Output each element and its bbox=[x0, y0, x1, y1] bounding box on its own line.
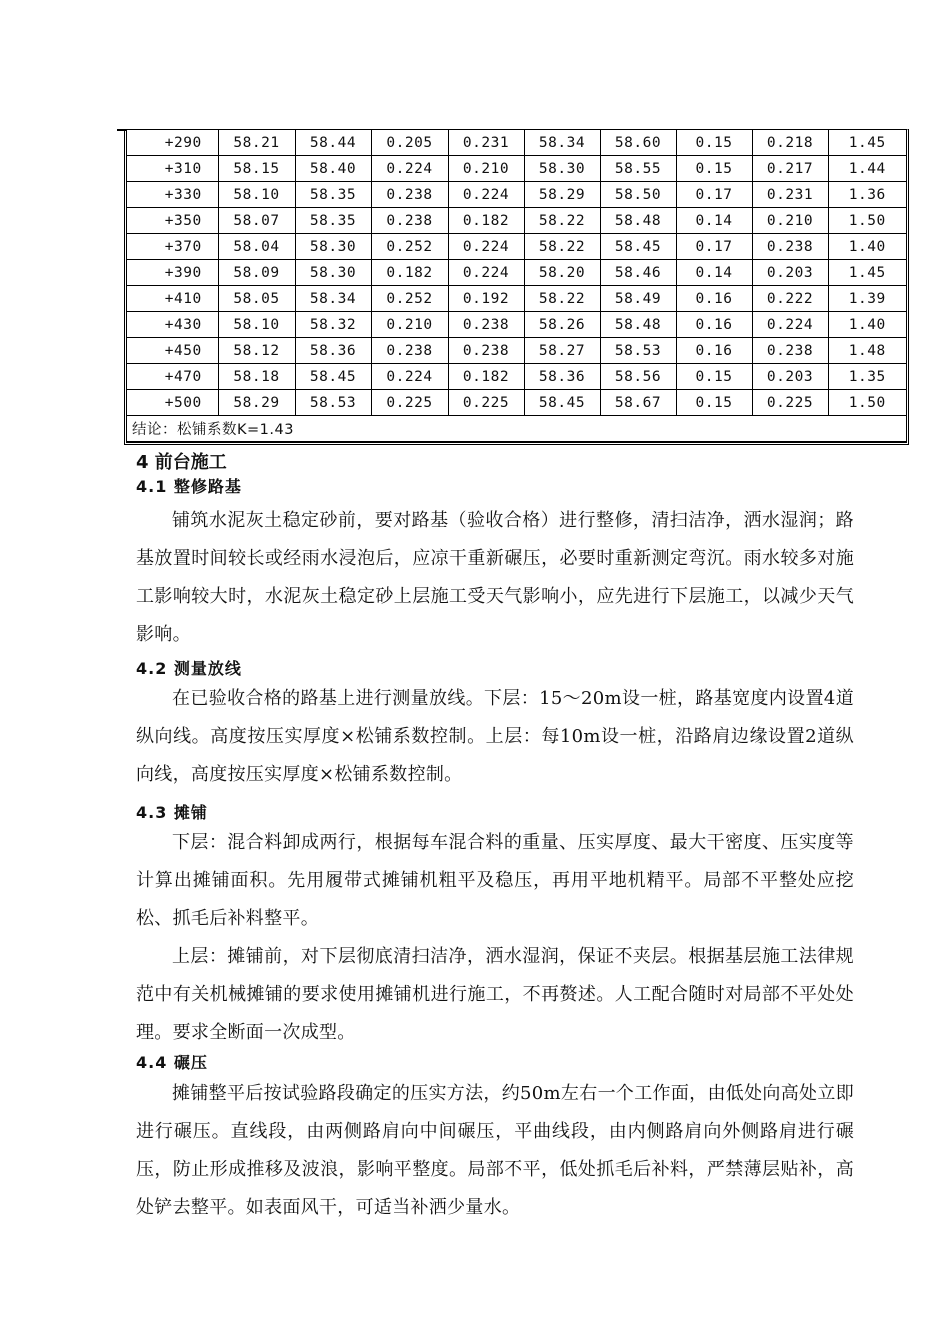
table-row bbox=[127, 234, 906, 260]
value-cell: 0.16 bbox=[676, 338, 752, 364]
value-cell: 58.34 bbox=[295, 286, 371, 312]
value-cell: 58.45 bbox=[524, 390, 600, 416]
value-cell: 0.238 bbox=[371, 182, 448, 208]
conclusion-row bbox=[127, 416, 906, 442]
value-cell: 0.15 bbox=[676, 364, 752, 390]
value-cell: 0.182 bbox=[371, 260, 448, 286]
value-cell: 0.224 bbox=[448, 182, 524, 208]
value-cell: 0.238 bbox=[448, 338, 524, 364]
value-cell: 0.16 bbox=[676, 312, 752, 338]
table-row bbox=[127, 260, 906, 286]
value-cell: 0.224 bbox=[371, 364, 448, 390]
value-cell: 0.238 bbox=[752, 338, 828, 364]
value-cell: 58.46 bbox=[600, 260, 676, 286]
value-cell: 58.30 bbox=[524, 156, 600, 182]
station-cell: +350 bbox=[127, 208, 218, 234]
value-cell: 1.40 bbox=[828, 234, 906, 260]
value-cell: 58.30 bbox=[295, 234, 371, 260]
station-cell: +430 bbox=[127, 312, 218, 338]
value-cell: 58.10 bbox=[218, 182, 295, 208]
value-cell: 58.12 bbox=[218, 338, 295, 364]
station-cell: +500 bbox=[127, 390, 218, 416]
value-cell: 58.40 bbox=[295, 156, 371, 182]
table-row bbox=[127, 338, 906, 364]
value-cell: 58.26 bbox=[524, 312, 600, 338]
station-cell: +310 bbox=[127, 156, 218, 182]
value-cell: 58.22 bbox=[524, 208, 600, 234]
value-cell: 0.203 bbox=[752, 260, 828, 286]
value-cell: 0.224 bbox=[448, 260, 524, 286]
value-cell: 0.252 bbox=[371, 234, 448, 260]
table-row bbox=[127, 312, 906, 338]
value-cell: 0.238 bbox=[371, 208, 448, 234]
station-cell: +450 bbox=[127, 338, 218, 364]
value-cell: 1.48 bbox=[828, 338, 906, 364]
value-cell: 0.210 bbox=[448, 156, 524, 182]
value-cell: 0.224 bbox=[448, 234, 524, 260]
value-cell: 1.44 bbox=[828, 156, 906, 182]
value-cell: 58.10 bbox=[218, 312, 295, 338]
value-cell: 1.35 bbox=[828, 364, 906, 390]
value-cell: 1.50 bbox=[828, 208, 906, 234]
value-cell: 0.192 bbox=[448, 286, 524, 312]
station-cell: +390 bbox=[127, 260, 218, 286]
value-cell: 1.45 bbox=[828, 260, 906, 286]
value-cell: 0.210 bbox=[752, 208, 828, 234]
table-row bbox=[127, 182, 906, 208]
value-cell: 0.17 bbox=[676, 234, 752, 260]
table-row bbox=[127, 130, 906, 156]
value-cell: 0.182 bbox=[448, 364, 524, 390]
value-cell: 0.222 bbox=[752, 286, 828, 312]
value-cell: 58.21 bbox=[218, 130, 295, 156]
value-cell: 58.60 bbox=[600, 130, 676, 156]
station-cell: +470 bbox=[127, 364, 218, 390]
value-cell: 58.34 bbox=[524, 130, 600, 156]
station-cell: +290 bbox=[127, 130, 218, 156]
value-cell: 0.15 bbox=[676, 156, 752, 182]
value-cell: 58.67 bbox=[600, 390, 676, 416]
table-row bbox=[127, 156, 906, 182]
value-cell: 58.09 bbox=[218, 260, 295, 286]
value-cell: 58.56 bbox=[600, 364, 676, 390]
value-cell: 58.18 bbox=[218, 364, 295, 390]
subsection-heading-4-1: 4.1 整修路基 bbox=[136, 477, 242, 496]
loose-paving-table bbox=[127, 130, 906, 442]
paragraph-4-1: 铺筑水泥灰土稳定砂前，要对路基（验收合格）进行整修，清扫洁净，洒水湿润；路基放置时间较长或经雨水浸泡后，应凉干重新碾压，必要时重新测定弯沉。雨水较多对施工影响较大时，水泥灰土稳定砂上层施工受天气影响小，应先进行下层施工，以减少天气影响。 bbox=[136, 510, 854, 645]
value-cell: 0.218 bbox=[752, 130, 828, 156]
value-cell: 58.44 bbox=[295, 130, 371, 156]
value-cell: 58.04 bbox=[218, 234, 295, 260]
table-frame bbox=[124, 129, 909, 445]
value-cell: 58.27 bbox=[524, 338, 600, 364]
value-cell: 1.50 bbox=[828, 390, 906, 416]
value-cell: 0.238 bbox=[448, 312, 524, 338]
value-cell: 0.15 bbox=[676, 130, 752, 156]
value-cell: 1.40 bbox=[828, 312, 906, 338]
station-cell: +330 bbox=[127, 182, 218, 208]
value-cell: 0.217 bbox=[752, 156, 828, 182]
value-cell: 0.225 bbox=[371, 390, 448, 416]
value-cell: 1.36 bbox=[828, 182, 906, 208]
value-cell: 0.238 bbox=[752, 234, 828, 260]
value-cell: 0.224 bbox=[752, 312, 828, 338]
value-cell: 0.231 bbox=[448, 130, 524, 156]
value-cell: 58.22 bbox=[524, 234, 600, 260]
value-cell: 58.07 bbox=[218, 208, 295, 234]
station-cell: +410 bbox=[127, 286, 218, 312]
value-cell: 58.36 bbox=[295, 338, 371, 364]
value-cell: 58.48 bbox=[600, 208, 676, 234]
value-cell: 0.225 bbox=[448, 390, 524, 416]
value-cell: 0.205 bbox=[371, 130, 448, 156]
value-cell: 58.20 bbox=[524, 260, 600, 286]
value-cell: 0.14 bbox=[676, 260, 752, 286]
value-cell: 0.15 bbox=[676, 390, 752, 416]
value-cell: 58.35 bbox=[295, 182, 371, 208]
value-cell: 0.16 bbox=[676, 286, 752, 312]
paragraph-4-2: 在已验收合格的路基上进行测量放线。下层：15～20m设一桩，路基宽度内设置4道纵向线。高度按压实厚度×松铺系数控制。上层：每10m设一桩，沿路肩边缘设置2道纵向线，高度按压实厚度×松铺系数控制。 bbox=[136, 688, 854, 785]
value-cell: 58.29 bbox=[524, 182, 600, 208]
subsection-heading-4-3: 4.3 摊铺 bbox=[136, 803, 208, 822]
value-cell: 58.30 bbox=[295, 260, 371, 286]
value-cell: 58.49 bbox=[600, 286, 676, 312]
value-cell: 58.45 bbox=[600, 234, 676, 260]
value-cell: 58.53 bbox=[295, 390, 371, 416]
table-row bbox=[127, 364, 906, 390]
value-cell: 58.22 bbox=[524, 286, 600, 312]
value-cell: 0.210 bbox=[371, 312, 448, 338]
paragraph-4-4: 摊铺整平后按试验路段确定的压实方法，约50m左右一个工作面，由低处向高处立即进行碾压。直线段，由两侧路肩向中间碾压，平曲线段，由内侧路肩向外侧路肩进行碾压，防止形成推移及波浪，影响平整度。局部不平，低处抓毛后补料，严禁薄层贴补，高处铲去整平。如表面风干，可适当补洒少量水。 bbox=[136, 1083, 854, 1218]
value-cell: 0.224 bbox=[371, 156, 448, 182]
value-cell: 58.35 bbox=[295, 208, 371, 234]
value-cell: 58.55 bbox=[600, 156, 676, 182]
value-cell: 58.29 bbox=[218, 390, 295, 416]
value-cell: 58.32 bbox=[295, 312, 371, 338]
subsection-heading-4-4: 4.4 碾压 bbox=[136, 1053, 208, 1072]
value-cell: 0.203 bbox=[752, 364, 828, 390]
value-cell: 58.48 bbox=[600, 312, 676, 338]
value-cell: 58.05 bbox=[218, 286, 295, 312]
value-cell: 0.252 bbox=[371, 286, 448, 312]
value-cell: 0.231 bbox=[752, 182, 828, 208]
value-cell: 58.50 bbox=[600, 182, 676, 208]
value-cell: 0.225 bbox=[752, 390, 828, 416]
value-cell: 58.15 bbox=[218, 156, 295, 182]
value-cell: 58.45 bbox=[295, 364, 371, 390]
value-cell: 58.53 bbox=[600, 338, 676, 364]
value-cell: 58.36 bbox=[524, 364, 600, 390]
paragraph-4-3-upper: 上层：摊铺前，对下层彻底清扫洁净，洒水湿润，保证不夹层。根据基层施工法律规范中有关机械摊铺的要求使用摊铺机进行施工，不再赘述。人工配合随时对局部不平处处理。要求全断面一次成型。 bbox=[136, 946, 854, 1043]
table-row bbox=[127, 208, 906, 234]
value-cell: 1.45 bbox=[828, 130, 906, 156]
conclusion-text: 结论：松铺系数K=1.43 bbox=[127, 416, 906, 442]
value-cell: 0.182 bbox=[448, 208, 524, 234]
paragraph-4-3-lower: 下层：混合料卸成两行，根据每车混合料的重量、压实厚度、最大干密度、压实度等计算出摊铺面积。先用履带式摊铺机粗平及稳压，再用平地机精平。局部不平整处应挖松、抓毛后补料整平。 bbox=[136, 832, 854, 929]
subsection-heading-4-2: 4.2 测量放线 bbox=[136, 659, 242, 678]
section-title: 4 前台施工 bbox=[136, 452, 227, 473]
station-cell: +370 bbox=[127, 234, 218, 260]
value-cell: 0.238 bbox=[371, 338, 448, 364]
value-cell: 1.39 bbox=[828, 286, 906, 312]
table-row bbox=[127, 286, 906, 312]
table-row bbox=[127, 390, 906, 416]
value-cell: 0.17 bbox=[676, 182, 752, 208]
value-cell: 0.14 bbox=[676, 208, 752, 234]
